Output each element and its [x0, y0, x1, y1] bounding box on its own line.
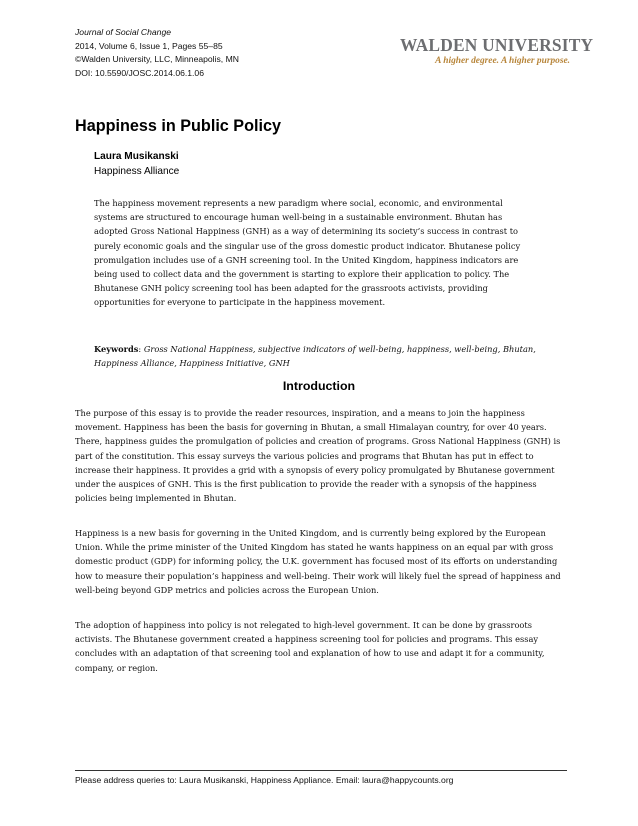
- doi-line: DOI: 10.5590/JOSC.2014.06.1.06: [75, 68, 204, 79]
- body-paragraph: The purpose of this essay is to provide the reader resources, inspiration, and a means to join the happiness movement. Happiness has been the basis for governing in Bhutan, a small Himalayan country, for over 40 years. There, happiness guides the promulgation of policies and creation of programs. Gross National Happiness (GNH) is part of the constitution. This essay surveys the various policies and programs that Bhutan has put in effect to increase their happiness. It provides a grid with a synopsis of every policy promulgated by Bhutanese government under the auspices of GNH. This is the first publication to provide the reader with a synopsis of the happiness policies being implemented in Bhutan.: [75, 408, 561, 504]
- section-heading-introduction: Introduction: [282, 379, 356, 393]
- keywords: Keywords: Gross National Happiness, subjective indicators of well-being, happiness, well-being, Bhutan, Happiness Alliance, Happiness Initiative, GNH: [94, 344, 536, 369]
- author-block: [94, 149, 179, 179]
- journal-name: Journal of Social Change: [75, 27, 172, 37]
- journal-header: [75, 26, 355, 81]
- body-paragraph: The adoption of happiness into policy is not relegated to high-level government. It can be done by grassroots activists. The Bhutanese government created a happiness screening tool for policies and programs. This essay concludes with an adaptation of that screening tool and explanation of how to use and adapt it for a community, company, or region.: [75, 620, 545, 673]
- footer-divider: [75, 770, 567, 771]
- copyright-line: ©Walden University, LLC, Minneapolis, MN: [75, 54, 239, 65]
- logo-name: WALDEN UNIVERSITY: [400, 35, 594, 55]
- article-title: Happiness in Public Policy: [75, 117, 281, 135]
- author-affiliation: Happiness Alliance: [94, 166, 180, 177]
- volume-line: 2014, Volume 6, Issue 1, Pages 55–85: [75, 40, 223, 51]
- keywords-list: Gross National Happiness, subjective indicators of well-being, happiness, well-being, Bhutan, Happiness Alliance, Happiness Initiative, GNH: [94, 344, 536, 369]
- body-paragraph: Happiness is a new basis for governing in the United Kingdom, and is currently being explored by the European Union. While the prime minister of the United Kingdom has stated he wants happiness on an equal par with gross domestic product (GDP) for informing policy, the U.K. government has focused most of its efforts on understanding how to measure their population’s happiness and well-being. Their work will likely fuel the spread of happiness and well-being beyond GDP metrics and policies across the European Union.: [75, 528, 561, 595]
- keywords-label: Keywords: [94, 344, 139, 354]
- logo-tagline: A higher degree. A higher purpose.: [435, 56, 570, 66]
- correspondence-footer: Please address queries to: Laura Musikanski, Happiness Appliance. Email: laura@happycounts.org: [75, 775, 454, 785]
- abstract: The happiness movement represents a new paradigm where social, economic, and environmental systems are structured to encourage human well-being in a sustainable environment. Bhutan has adopted Gross National Happiness (GNH) as a way of determining its society’s success in contrast to purely economic goals and the singular use of the gross domestic product indicator. Bhutanese policy promulgation includes use of a GNH screening tool. In the United Kingdom, happiness indicators are being used to collect data and the government is starting to explore their application to policy. The Bhutanese GNH policy screening tool has been adapted for the grassroots activists, providing opportunities for everyone to participate in the happiness movement.: [94, 198, 521, 308]
- walden-university-logo: [400, 35, 594, 67]
- author-name: Laura Musikanski: [94, 151, 179, 162]
